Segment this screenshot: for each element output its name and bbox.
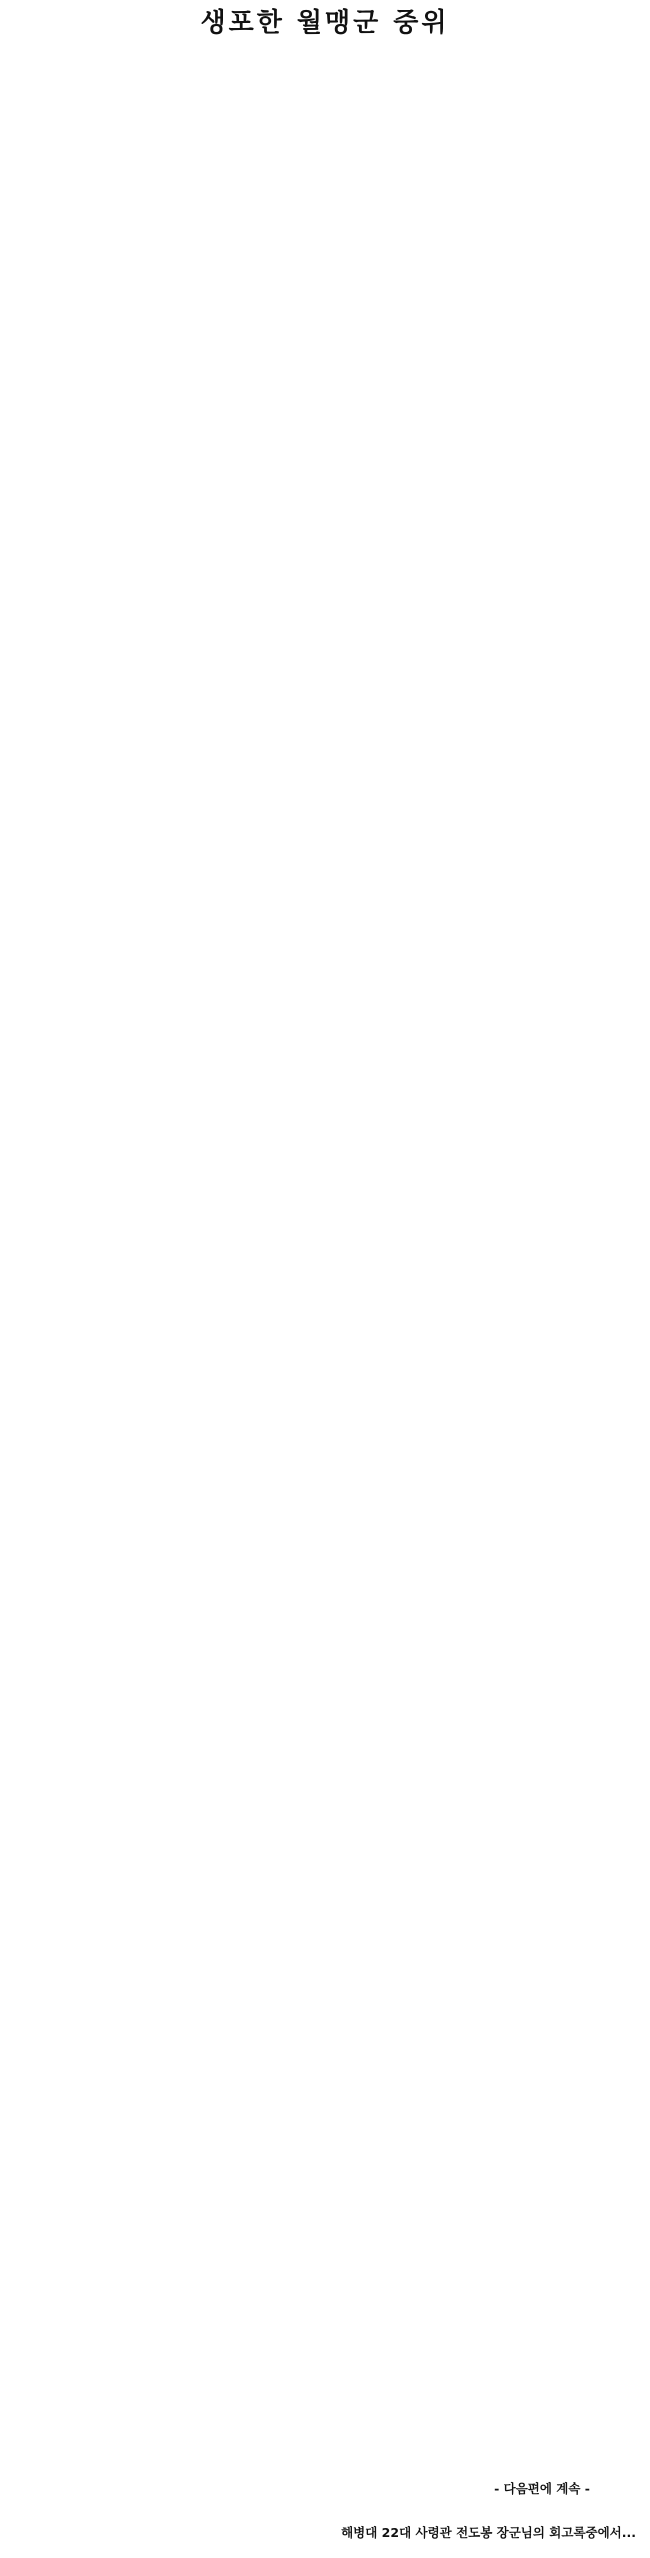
to-be-continued-note: - 다음편에 계속 - — [494, 2481, 590, 2496]
page-title: 생포한 월맹군 중위 — [200, 8, 450, 38]
memoir-body — [10, 56, 640, 2446]
source-attribution: 해병대 22대 사령관 전도봉 장군님의 회고록중에서... — [341, 2525, 636, 2540]
